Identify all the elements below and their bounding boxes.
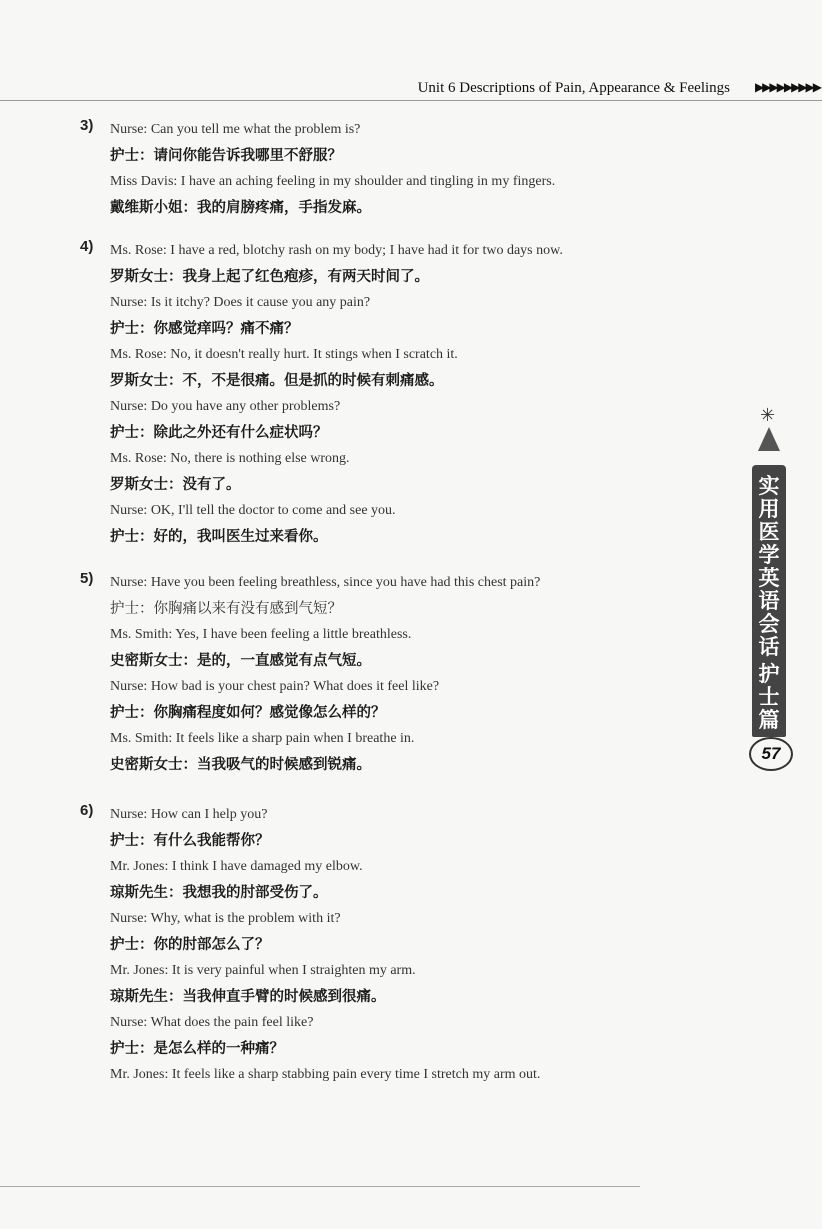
chinese-dialogue-line: 罗斯女士：不，不是很痛。但是抓的时候有刺痛感。 — [110, 373, 444, 389]
header-rule — [0, 100, 822, 101]
dialogue-number: 5) — [80, 570, 94, 587]
english-dialogue-line: Ms. Rose: No, it doesn't really hurt. It stings when I scratch it. — [110, 347, 458, 362]
english-dialogue-line: Nurse: Is it itchy? Does it cause you any pain? — [110, 295, 371, 310]
english-dialogue-line: Nurse: Why, what is the problem with it? — [110, 911, 341, 926]
english-dialogue-line: Mr. Jones: I think I have damaged my elbow. — [110, 859, 363, 874]
footer-rule — [0, 1186, 640, 1187]
dialogue-section — [80, 570, 730, 778]
english-dialogue-line: Ms. Rose: No, there is nothing else wrong. — [110, 451, 350, 466]
english-dialogue-line: Nurse: Do you have any other problems? — [110, 399, 341, 414]
english-dialogue-line: Nurse: What does the pain feel like? — [110, 1015, 314, 1030]
arrow-up-icon — [758, 427, 780, 451]
english-dialogue-line: Nurse: Can you tell me what the problem is? — [110, 122, 361, 137]
english-dialogue-line: Ms. Smith: It feels like a sharp pain when I breathe in. — [110, 731, 415, 746]
chinese-dialogue-line: 史密斯女士：是的，一直感觉有点气短。 — [110, 653, 371, 669]
dialogue-section — [80, 802, 730, 1088]
english-dialogue-line: Nurse: OK, I'll tell the doctor to come and see you. — [110, 503, 396, 518]
english-dialogue-line: Mr. Jones: It feels like a sharp stabbing pain every time I stretch my arm out. — [110, 1067, 541, 1082]
dialogue-lines — [110, 117, 730, 221]
sidebar-book-title: 实 用 医 学 英 语 会 话 — [758, 474, 780, 659]
english-dialogue-line: Nurse: Have you been feeling breathless, since you have had this chest pain? — [110, 575, 541, 590]
chinese-dialogue-line: 护士：你感觉痒吗？痛不痛？ — [110, 321, 299, 337]
english-dialogue-line: Mr. Jones: It is very painful when I straighten my arm. — [110, 963, 416, 978]
chinese-dialogue-line: 护士：是怎么样的一种痛？ — [110, 1041, 284, 1057]
dialogue-section — [80, 238, 730, 550]
dialogue-lines — [110, 238, 730, 550]
chinese-dialogue-line: 罗斯女士：我身上起了红色疱疹，有两天时间了。 — [110, 269, 429, 285]
chinese-dialogue-line: 护士：除此之外还有什么症状吗？ — [110, 425, 328, 441]
running-header — [0, 78, 822, 102]
chinese-dialogue-line: 罗斯女士：没有了。 — [110, 477, 241, 493]
sidebar-book-subtitle: 护 士 篇 — [758, 662, 780, 732]
dialogue-lines — [110, 802, 730, 1088]
chinese-dialogue-line: 护士：有什么我能帮你？ — [110, 833, 270, 849]
dialogue-number: 4) — [80, 238, 94, 255]
sparkle-icon: ✳ — [760, 405, 776, 426]
chinese-dialogue-line: 护士：你胸痛程度如何？感觉像怎么样的？ — [110, 705, 386, 721]
chinese-dialogue-line: 戴维斯小姐：我的肩膀疼痛，手指发麻。 — [110, 200, 371, 216]
dialogue-lines — [110, 570, 730, 778]
chinese-dialogue-line: 护士：好的，我叫医生过来看你。 — [110, 529, 328, 545]
chinese-dialogue-line: 护士：你的肘部怎么了？ — [110, 937, 270, 953]
dialogue-section — [80, 117, 730, 221]
english-dialogue-line: Ms. Smith: Yes, I have been feeling a little breathless. — [110, 627, 412, 642]
header-arrows-icon: ▶▶▶▶▶▶▶▶▶ — [754, 80, 820, 94]
chinese-dialogue-line: 护士：你胸痛以来有没有感到气短？ — [110, 601, 342, 617]
english-dialogue-line: Nurse: How bad is your chest pain? What does it feel like? — [110, 679, 440, 694]
dialogue-number: 3) — [80, 117, 94, 134]
page-number: 57 — [749, 737, 793, 771]
english-dialogue-line: Miss Davis: I have an aching feeling in my shoulder and tingling in my fingers. — [110, 174, 556, 189]
book-sidebar-tab — [744, 405, 794, 775]
chinese-dialogue-line: 护士：请问你能告诉我哪里不舒服？ — [110, 148, 342, 164]
dialogue-number: 6) — [80, 802, 94, 819]
running-header-title: Unit 6 Descriptions of Pain, Appearance & Feelings — [417, 80, 730, 96]
chinese-dialogue-line: 史密斯女士：当我吸气的时候感到锐痛。 — [110, 757, 371, 773]
english-dialogue-line: Nurse: How can I help you? — [110, 807, 268, 822]
english-dialogue-line: Ms. Rose: I have a red, blotchy rash on my body; I have had it for two days now. — [110, 243, 563, 258]
chinese-dialogue-line: 琼斯先生：当我伸直手臂的时候感到很痛。 — [110, 989, 386, 1005]
chinese-dialogue-line: 琼斯先生：我想我的肘部受伤了。 — [110, 885, 328, 901]
